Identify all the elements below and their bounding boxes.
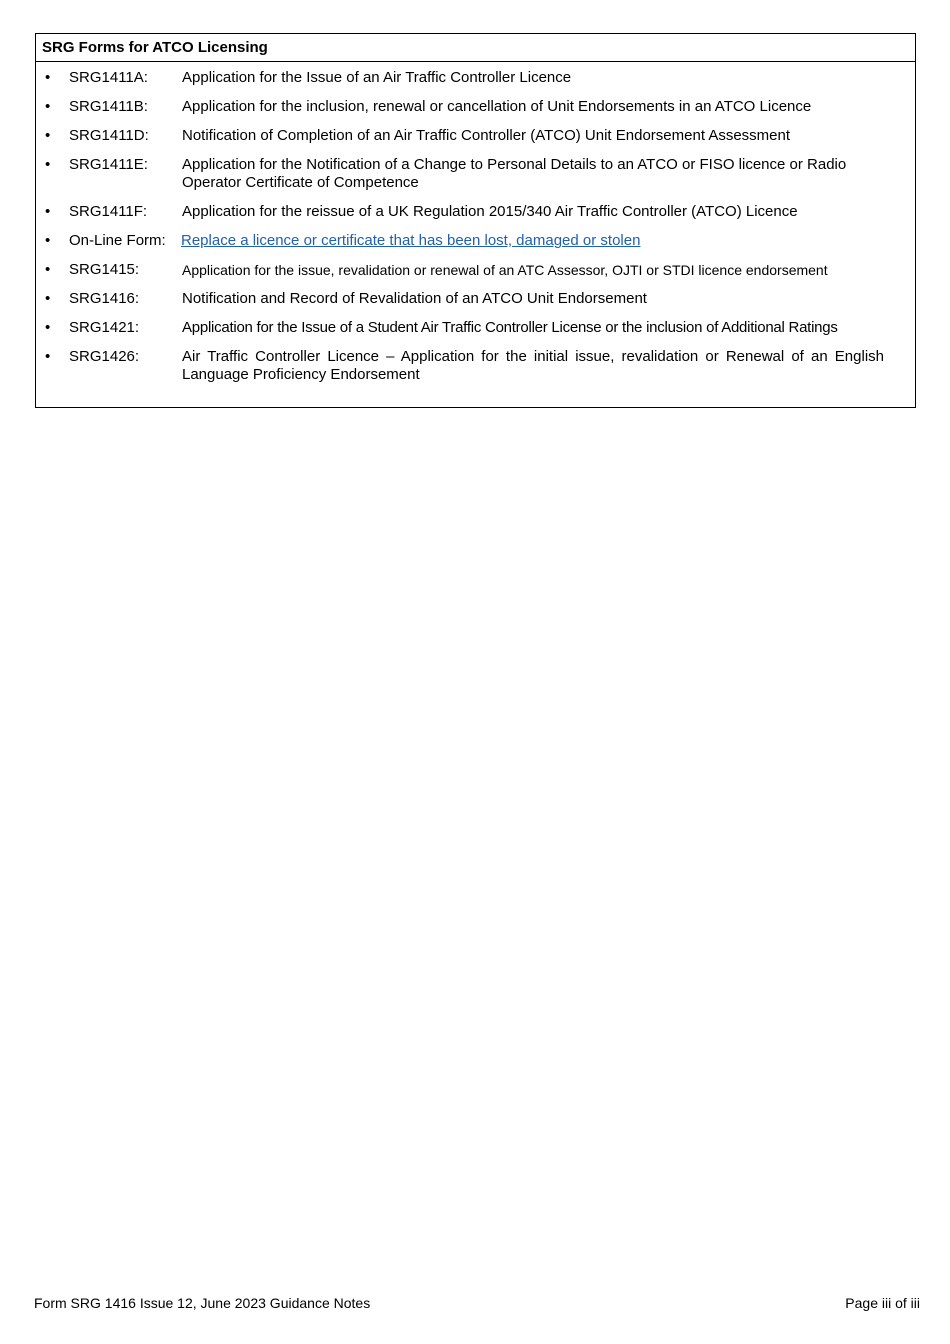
replace-licence-link[interactable]: Replace a licence or certificate that has been lost, damaged or stolen: [181, 232, 641, 249]
form-code: SRG1415:: [69, 261, 140, 278]
forms-box: [35, 33, 916, 408]
form-description: Application for the Notification of a Change to Personal Details to an ATCO or FISO licence or Radio Operator Certificate of Competence: [182, 156, 847, 191]
form-description: Application for the reissue of a UK Regulation 2015/340 Air Traffic Controller (ATCO) Licence: [182, 203, 798, 220]
bullet: •: [45, 156, 51, 173]
form-description: Air Traffic Controller Licence – Application for the initial issue, revalidation or Renewal of an English Language Proficiency Endorsement: [182, 348, 884, 383]
form-code: SRG1411D:: [69, 127, 149, 144]
bullet: •: [45, 127, 51, 144]
form-code: SRG1411F:: [69, 203, 148, 220]
form-description: Application for the Issue of a Student Air Traffic Controller License or the inclusion of Additional Ratings: [182, 319, 838, 336]
form-code: SRG1411B:: [69, 98, 148, 115]
box-title: SRG Forms for ATCO Licensing: [36, 34, 915, 62]
form-description: Application for the inclusion, renewal or cancellation of Unit Endorsements in an ATCO Licence: [182, 98, 812, 115]
bullet: •: [45, 232, 51, 249]
bullet: •: [45, 69, 51, 86]
bullet: •: [45, 98, 51, 115]
online-form-label: On-Line Form:: [69, 232, 166, 249]
form-description: Application for the issue, revalidation or renewal of an ATC Assessor, OJTI or STDI licence endorsement: [182, 262, 828, 278]
footer-form-reference: Form SRG 1416 Issue 12, June 2023 Guidance Notes: [34, 1295, 371, 1311]
bullet: •: [45, 348, 51, 365]
form-code: SRG1416:: [69, 290, 140, 307]
form-code: SRG1411E:: [69, 156, 148, 173]
form-code: SRG1421:: [69, 319, 140, 336]
form-code: SRG1411A:: [69, 69, 148, 86]
form-description: Notification and Record of Revalidation of an ATCO Unit Endorsement: [182, 290, 647, 307]
form-code: SRG1426:: [69, 348, 140, 365]
form-description: Application for the Issue of an Air Traffic Controller Licence: [182, 69, 572, 86]
bullet: •: [45, 290, 51, 307]
bullet: •: [45, 261, 51, 278]
bullet: •: [45, 203, 51, 220]
form-description: Notification of Completion of an Air Traffic Controller (ATCO) Unit Endorsement Assessment: [182, 127, 791, 144]
bullet: •: [45, 319, 51, 336]
footer-page-number: Page iii of iii: [845, 1295, 920, 1311]
